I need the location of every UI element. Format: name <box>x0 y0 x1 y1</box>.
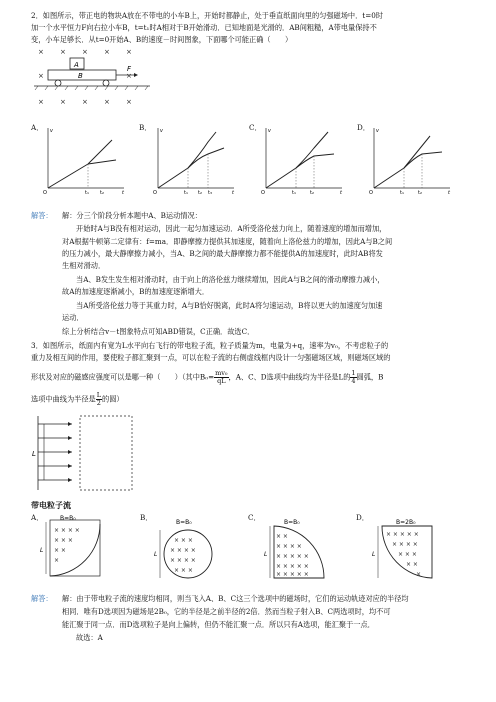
solution-2-line: 当A、B发生发生相对滑动时，由于向上的洛伦兹力继续增加，因此A与B之间的滑动摩擦力减小， <box>76 275 385 284</box>
svg-text:t: t <box>448 190 450 196</box>
svg-text:× × × ×: × × × × <box>276 543 302 550</box>
q3-option-d-figure <box>370 512 450 586</box>
q2-option-d[interactable]: D． <box>357 123 370 132</box>
q2-line-3: 变，小车足够长．从t=0开始A、B的速度－时间图象，下面哪个可能正确（ ） <box>31 35 293 44</box>
solution-2-line: 生相对滑动． <box>62 261 106 270</box>
svg-text:t₂: t₂ <box>310 190 314 196</box>
q3-option-d[interactable]: D． <box>356 513 369 522</box>
svg-text:v: v <box>268 128 271 134</box>
svg-text:× × ×: × × × <box>174 537 193 544</box>
svg-text:× × × × ×: × × × × × <box>386 531 419 538</box>
q2-graph-b <box>150 124 238 196</box>
solution-3-line: 能汇聚于同一点．而D选项粒子是向上偏转，但仍不能汇聚一点．所以只有A选项，能汇聚于一点． <box>62 620 375 629</box>
solution-3-line: 相同．唯有D选项因为磁场是2B₀，它的半径是之前半径的2倍．然而当粒子射入B、C两选项时，均不可 <box>62 607 391 616</box>
q3-option-b[interactable]: B． <box>140 513 153 522</box>
svg-text:× ×: × × <box>276 533 288 540</box>
svg-text:× × × × ×: × × × × × <box>276 563 309 570</box>
solution-3-line: 解：由于带电粒子流的速度均相同，则当飞入A、B、C这三个选项中的磁场时，它们的运动轨迹对应的半径均 <box>62 594 409 603</box>
svg-text:t₁: t₁ <box>292 190 296 196</box>
svg-text:× × × × ×: × × × × × <box>276 571 309 578</box>
svg-text:×: × <box>416 571 422 578</box>
field-cross: × <box>104 48 110 56</box>
q2-graph-a <box>40 124 128 196</box>
q3-particle-stream-figure <box>30 410 140 498</box>
svg-text:B=B₀: B=B₀ <box>176 519 192 526</box>
svg-text:t₂: t₂ <box>418 190 422 196</box>
q3-line-1: 3．如图所示，纸面内有宽为L水平向右飞行的带电粒子流，粒子质量为m，电量为+q，速率为v₀，不考虑粒子的 <box>31 341 389 350</box>
svg-text:× × ×: × × × <box>54 537 73 544</box>
solution-2-tag: 解答： <box>31 211 53 220</box>
svg-text:O: O <box>43 190 47 196</box>
svg-text:×: × <box>54 557 60 564</box>
svg-text:B=B₀: B=B₀ <box>60 515 76 522</box>
svg-text:× × ×: × × × <box>398 551 417 558</box>
solution-2-line: 的压力减小，最大静摩擦力减小，当A、B之间的最大静摩擦力都不能提供A的加速度时，此时AB将发 <box>62 249 383 258</box>
q2-option-c[interactable]: C． <box>249 123 262 132</box>
svg-text:t₁: t₁ <box>184 190 188 196</box>
q3-line-2: 重力及相互间的作用，要使粒子都汇聚到一点，可以在粒子流的右侧虚线框内设计一匀强磁场区域，则磁场区域的 <box>31 353 391 362</box>
solution-2-line: 开始时A与B没有相对运动，因此一起匀加速运动．A所受洛伦兹力向上，随着速度的增加而增加， <box>76 224 387 233</box>
wheel <box>103 80 109 86</box>
svg-text:× × × ×: × × × × <box>170 557 196 564</box>
svg-text:O: O <box>153 190 157 196</box>
svg-text:× × × ×: × × × × <box>392 541 418 548</box>
q3-option-c[interactable]: C． <box>248 513 261 522</box>
solution-2-line: 对A根据牛顿第二定律有：f=ma．即静摩擦力提供其加速度，随着向上洛伦兹力的增加，因此A与B之间 <box>62 237 393 246</box>
field-cross: × <box>126 98 132 106</box>
svg-text:t: t <box>122 190 124 196</box>
force-label: F <box>127 65 132 73</box>
q2-graph-d <box>366 124 454 196</box>
solution-2-line: 运动． <box>62 313 84 322</box>
q2-option-b[interactable]: B． <box>139 123 152 132</box>
solution-2-line: 综上分析结合v－t图象特点可知ABD错误，C正确．故选C． <box>62 327 255 336</box>
solution-3-line: 故选：A <box>76 633 103 642</box>
svg-text:× × × ×: × × × × <box>54 527 80 534</box>
q3-option-b-figure <box>152 512 232 586</box>
q2-line-1: 2．如图所示，带正电的物块A放在不带电的小车B上，开始时都静止，处于垂直纸面向里的匀强磁场中．t=0时 <box>31 11 383 20</box>
svg-text:B=B₀: B=B₀ <box>284 519 300 526</box>
svg-text:t₂: t₂ <box>100 190 104 196</box>
svg-text:B=2B₀: B=2B₀ <box>396 519 416 526</box>
wheel <box>55 80 61 86</box>
svg-text:t₁: t₁ <box>400 190 404 196</box>
svg-text:L: L <box>372 551 376 558</box>
svg-text:v: v <box>160 128 163 134</box>
svg-text:v: v <box>50 128 53 134</box>
svg-text:t: t <box>340 190 342 196</box>
solution-3-tag: 解答： <box>31 594 53 603</box>
q2-line-2: 加一个水平恒力F向右拉小车B，t=t₁时A相对于B开始滑动．已知地面是光滑的．AB间粗糙，A带电量保持不 <box>31 23 377 32</box>
cart-b-label: B <box>78 72 83 80</box>
svg-text:O: O <box>369 190 373 196</box>
field-cross: × <box>38 98 44 106</box>
field-cross: × <box>38 72 44 80</box>
field-cross: × <box>104 98 110 106</box>
field-cross: × <box>126 48 132 56</box>
svg-text:L: L <box>264 551 268 558</box>
field-cross: × <box>126 72 132 80</box>
q3-option-a[interactable]: A． <box>31 513 44 522</box>
svg-text:t: t <box>232 190 234 196</box>
field-cross: × <box>60 98 66 106</box>
dashed-box <box>80 416 132 490</box>
q2-cart-figure <box>30 46 160 108</box>
svg-text:v: v <box>376 128 379 134</box>
q3-option-c-figure <box>262 512 342 586</box>
svg-text:× × × × ×: × × × × × <box>276 553 309 560</box>
svg-text:× × × ×: × × × × <box>170 547 196 554</box>
solution-2-line: 故A的加速度逐渐减小，B的加速度逐渐增大． <box>62 287 210 296</box>
q2-option-a[interactable]: A． <box>31 123 44 132</box>
field-cross: × <box>82 48 88 56</box>
svg-text:× ×: × × <box>406 561 418 568</box>
svg-text:t₂: t₂ <box>198 190 202 196</box>
solution-2-line: 解：分三个阶段分析本题中A、B运动情况： <box>62 211 202 220</box>
svg-text:× ×: × × <box>54 547 66 554</box>
field-cross: × <box>38 48 44 56</box>
svg-text:O: O <box>261 190 265 196</box>
field-cross: × <box>60 48 66 56</box>
q3-option-a-figure <box>40 512 120 586</box>
svg-text:t₁: t₁ <box>85 190 89 196</box>
q3-line-4: 选项中曲线为半径是 $\frac{L}{2}$ 的圆） <box>31 391 124 407</box>
block-a-label: A <box>74 61 79 69</box>
solution-2-line: 当A所受洛伦兹力等于其重力时，A与B恰好脱离，此时A将匀速运动，B将以更大的加速度匀加速 <box>76 301 383 310</box>
width-label: L <box>32 450 36 458</box>
svg-text:L: L <box>154 551 158 558</box>
force-arrowhead <box>134 73 138 77</box>
svg-text:× × ×: × × × <box>174 567 193 574</box>
svg-text:t₃: t₃ <box>208 190 212 196</box>
field-cross: × <box>82 98 88 106</box>
svg-text:L: L <box>40 547 44 554</box>
q2-graph-c <box>258 124 346 196</box>
q3-line-3: 形状及对应的磁感应强度可以是哪一种（ ）（其中B₀= $\frac{\text{mv₀}}{qL}$ ，A、C、D选项中曲线均为半径是L的 $\frac{1}{4}$ 圆弧，B <box>31 369 384 385</box>
q3-caption: 带电粒子流 <box>31 500 71 510</box>
